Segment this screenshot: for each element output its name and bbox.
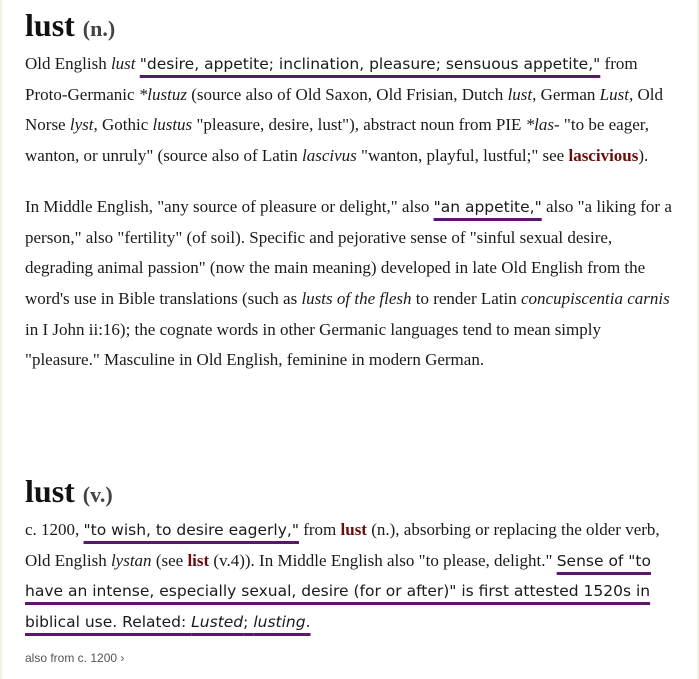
text: , German [532,84,600,104]
entry-lust-verb [25,471,679,638]
italic-term: lustus [152,115,193,135]
link-list[interactable]: list [187,550,210,570]
text: (n.), absorbing or replacing the older verb, Old English [25,520,660,570]
text: ). [638,146,649,166]
highlighted-gloss: "to wish, to desire eagerly," [83,521,299,539]
italic-term: lystan [110,550,152,570]
highlighted-gloss: "an appetite," [433,197,542,216]
part-of-speech: (v.) [82,482,113,507]
italic-term: Lusted [191,613,244,632]
italic-term: lust [507,84,533,104]
also-from-link[interactable]: also from c. 1200 › [25,651,125,665]
italic-term: lascivus [301,146,357,166]
text: to render Latin [411,288,521,308]
italic-term: *lustuz [138,84,187,104]
text: ; [243,613,254,632]
text: (see [151,550,188,570]
italic-term: lyst [69,115,94,135]
text: "to be eager, wanton, or unruly" (source also of Latin [25,115,649,166]
link-lascivious[interactable]: lascivious [568,146,639,166]
text: , Gothic [93,115,153,135]
link-lust-noun[interactable]: lust [340,520,367,539]
highlighted-gloss: "desire, appetite; inclination, pleasure; sensuous appetite," [139,55,601,73]
text: (source also of Old Saxon, Old Frisian, Dutch [186,84,508,104]
italic-term: Lust [599,84,629,104]
text: (v.4)). In Middle English also "to please, delight." [209,550,557,570]
italic-term: concupiscentia carnis [521,288,670,308]
headword-text: lust [25,473,75,509]
headword-text: lust [25,7,75,43]
italic-term: *las- [525,115,560,135]
left-edge [0,0,2,679]
text: Sense of "to have an intense, especially sexual, desire (for or after)" is first attested 1520s in biblical use. Related: [25,551,651,632]
italic-term: lusts of the flesh [301,288,412,308]
italic-term: lust [110,54,136,73]
text: "pleasure, desire, lust"), abstract noun from PIE [192,115,526,135]
text: in I John ii:16); the cognate words in other Germanic languages tend to mean simply "pleasure." Masculine in Old English, feminine in modern German. [25,319,601,370]
text: Old English [25,54,111,73]
headword-noun [25,5,679,49]
headword-verb [25,471,679,515]
text: , Old Norse [25,84,663,135]
text: In Middle English, "any source of pleasure or delight," also [25,196,434,216]
text: . [305,613,311,632]
text: also "a liking for a person," also "fertility" (of soil). Specific and pejorative sense of "sinful sexual desire, degrading animal passion" (now the main meaning) developed in late Old English from the word's use in Bible translations (such as [25,196,672,308]
text: c. 1200, [25,520,84,539]
text: from [298,520,341,539]
italic-term: lusting [253,613,306,632]
text: "wanton, playful, lustful;" see [356,146,569,166]
part-of-speech: (n.) [82,16,116,41]
entry-lust-noun [25,5,679,376]
definition-paragraph-1 [25,49,679,172]
definition-paragraph-1 [25,515,679,638]
text: from Proto-Germanic [25,54,638,104]
definition-paragraph-2 [25,192,679,376]
